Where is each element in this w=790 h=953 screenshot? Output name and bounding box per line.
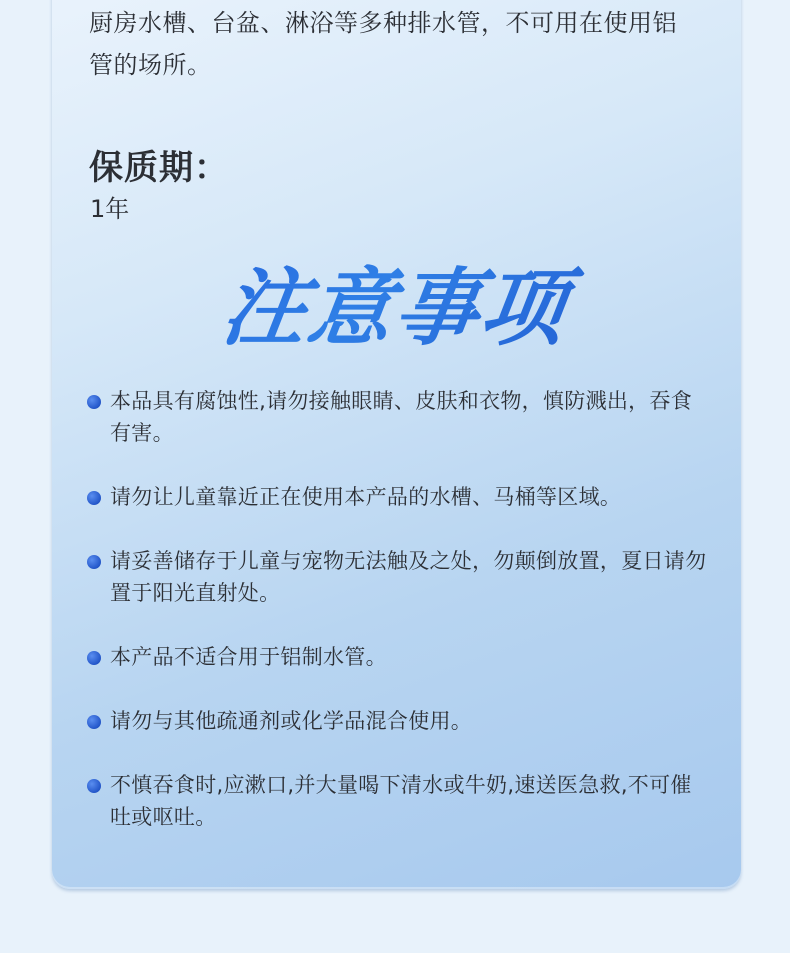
notice-item-text: 不慎吞食时,应漱口,并大量喝下清水或牛奶,速送医急救,不可催吐或呕吐。 (110, 773, 692, 829)
bullet-dot-icon (87, 651, 101, 665)
notice-item-text: 本产品不适合用于铝制水管。 (110, 645, 387, 669)
notice-item-text: 请妥善储存于儿童与宠物无法触及之处，勿颠倒放置，夏日请勿置于阳光直射处。 (110, 549, 707, 605)
shelf-life-value: 1年 (90, 195, 130, 223)
bullet-dot-icon (87, 555, 101, 569)
bullet-dot-icon (87, 491, 101, 505)
notice-item (87, 545, 707, 609)
shelf-life-title: 保质期： (89, 148, 229, 188)
notice-item (87, 641, 707, 673)
notice-item (87, 481, 707, 513)
notice-item-text: 请勿让儿童靠近正在使用本产品的水槽、马桶等区域。 (110, 485, 622, 509)
notice-item (87, 769, 707, 833)
bullet-dot-icon (87, 715, 101, 729)
notice-item (87, 385, 707, 449)
notice-item-text: 请勿与其他疏通剂或化学品混合使用。 (110, 709, 473, 733)
notice-heading: 注意事项 (0, 258, 790, 358)
notice-item-text: 本品具有腐蚀性,请勿接触眼睛、皮肤和衣物，慎防溅出，吞食有害。 (110, 389, 693, 445)
bullet-dot-icon (87, 779, 101, 793)
bullet-dot-icon (87, 395, 101, 409)
usage-description: 厨房水槽、台盆、淋浴等多种排水管，不可用在使用铝管的场所。 (89, 9, 677, 79)
notice-list (87, 385, 707, 833)
notice-item (87, 705, 707, 737)
